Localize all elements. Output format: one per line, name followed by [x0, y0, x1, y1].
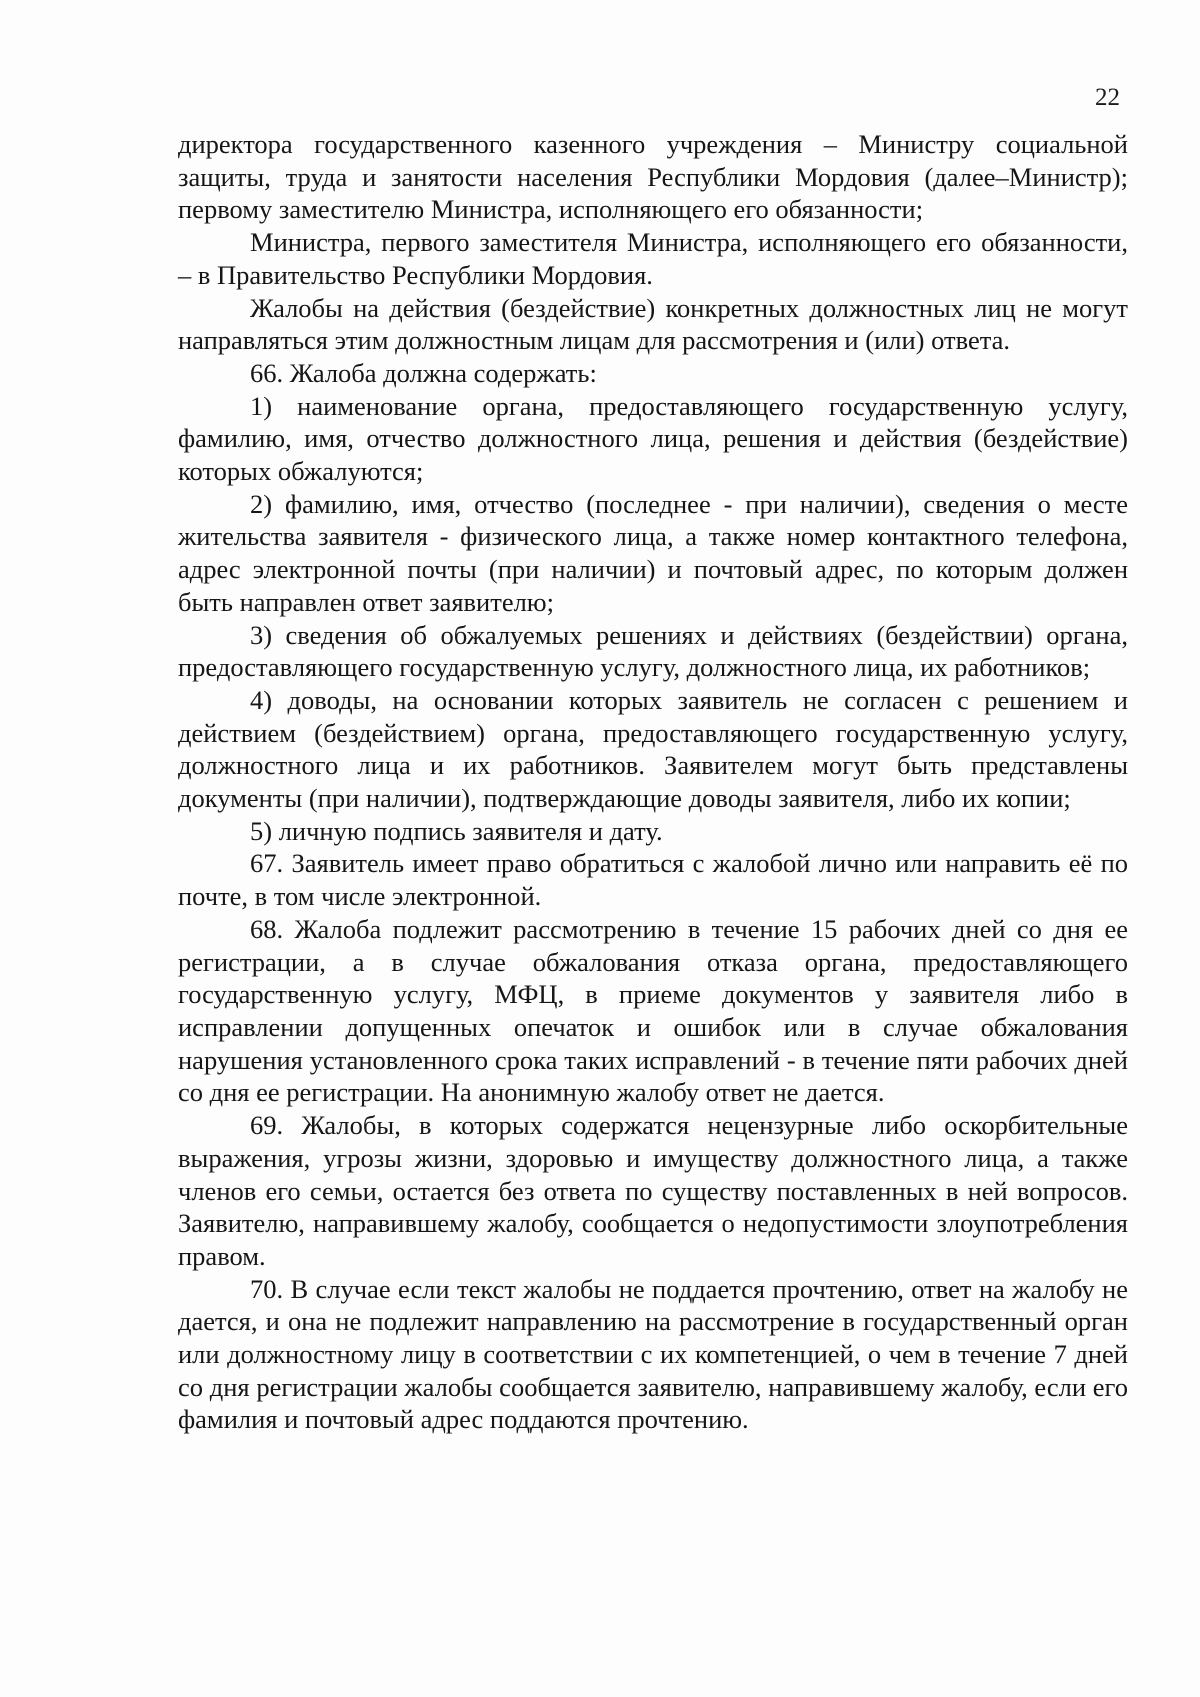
- list-item-2: 2) фамилию, имя, отчество (последнее - при наличии), сведения о месте жительства заявителя - физического лица, а также номер контактного телефона, адрес электронной почты (при наличии) и почтовый адрес, по которым должен быть направлен ответ заявителю;: [178, 488, 1128, 617]
- list-item-5: 5) личную подпись заявителя и дату.: [250, 815, 663, 846]
- paragraph-68: 68. Жалоба подлежит рассмотрению в течение 15 рабочих дней со дня ее регистрации, а в случае обжалования отказа органа, предоставляющего государственную услугу, МФЦ, в приеме документов у заявителя либо в исправлении допущенных опечаток и ошибок или в случае обжалования нарушения установленного срока таких исправлений - в течение пяти рабочих дней со дня ее регистрации. На анонимную жалобу ответ не дается.: [178, 913, 1128, 1108]
- paragraph-continuation: директора государственного казенного учреждения – Министру социальной защиты, труда и занятости населения Республики Мордовия (далее–Министр); первому заместителю Министра, исполняющего его обязанности;: [178, 129, 1128, 225]
- paragraph-69: 69. Жалобы, в которых содержатся нецензурные либо оскорбительные выражения, угрозы жизни, здоровью и имуществу должностного лица, а также членов его семьи, остается без ответа по существу поставленных в ней вопросов. Заявителю, направившему жалобу, сообщается о недопустимости злоупотребления правом.: [178, 1110, 1128, 1271]
- list-item-4: 4) доводы, на основании которых заявитель не согласен с решением и действием (бездействием) органа, предоставляющего государственную услугу, должностного лица и их работников. Заявителем могут быть представлены документы (при наличии), подтверждающие доводы заявителя, либо их копии;: [178, 684, 1128, 814]
- list-item-3: 3) сведения об обжалуемых решениях и действиях (бездействии) органа, предоставляющего государственную услугу, должностного лица, их работников;: [178, 619, 1128, 683]
- paragraph-minister-complaints: Министра, первого заместителя Министра, исполняющего его обязанности, – в Правительство Республики Мордовия.: [178, 227, 1128, 290]
- document-body: [178, 128, 1128, 1436]
- paragraph-66-heading: 66. Жалоба должна содержать:: [250, 357, 597, 388]
- page-number: 22: [1095, 84, 1120, 111]
- paragraph-70: 70. В случае если текст жалобы не поддается прочтению, ответ на жалобу не дается, и она не подлежит направлению на рассмотрение в государственный орган или должностному лицу в соответствии с их компетенцией, о чем в течение 7 дней со дня регистрации жалобы сообщается заявителю, направившему жалобу, если его фамилия и почтовый адрес поддаются прочтению.: [178, 1273, 1128, 1435]
- paragraph-officials-restriction: Жалобы на действия (бездействие) конкретных должностных лиц не могут направляться этим должностным лицам для рассмотрения и (или) ответа.: [178, 292, 1128, 356]
- list-item-1: 1) наименование органа, предоставляющего государственную услугу, фамилию, имя, отчество должностного лица, решения и действия (бездействие) которых обжалуются;: [178, 390, 1128, 487]
- paragraph-67: 67. Заявитель имеет право обратиться с жалобой лично или направить её по почте, в том числе электронной.: [178, 848, 1128, 912]
